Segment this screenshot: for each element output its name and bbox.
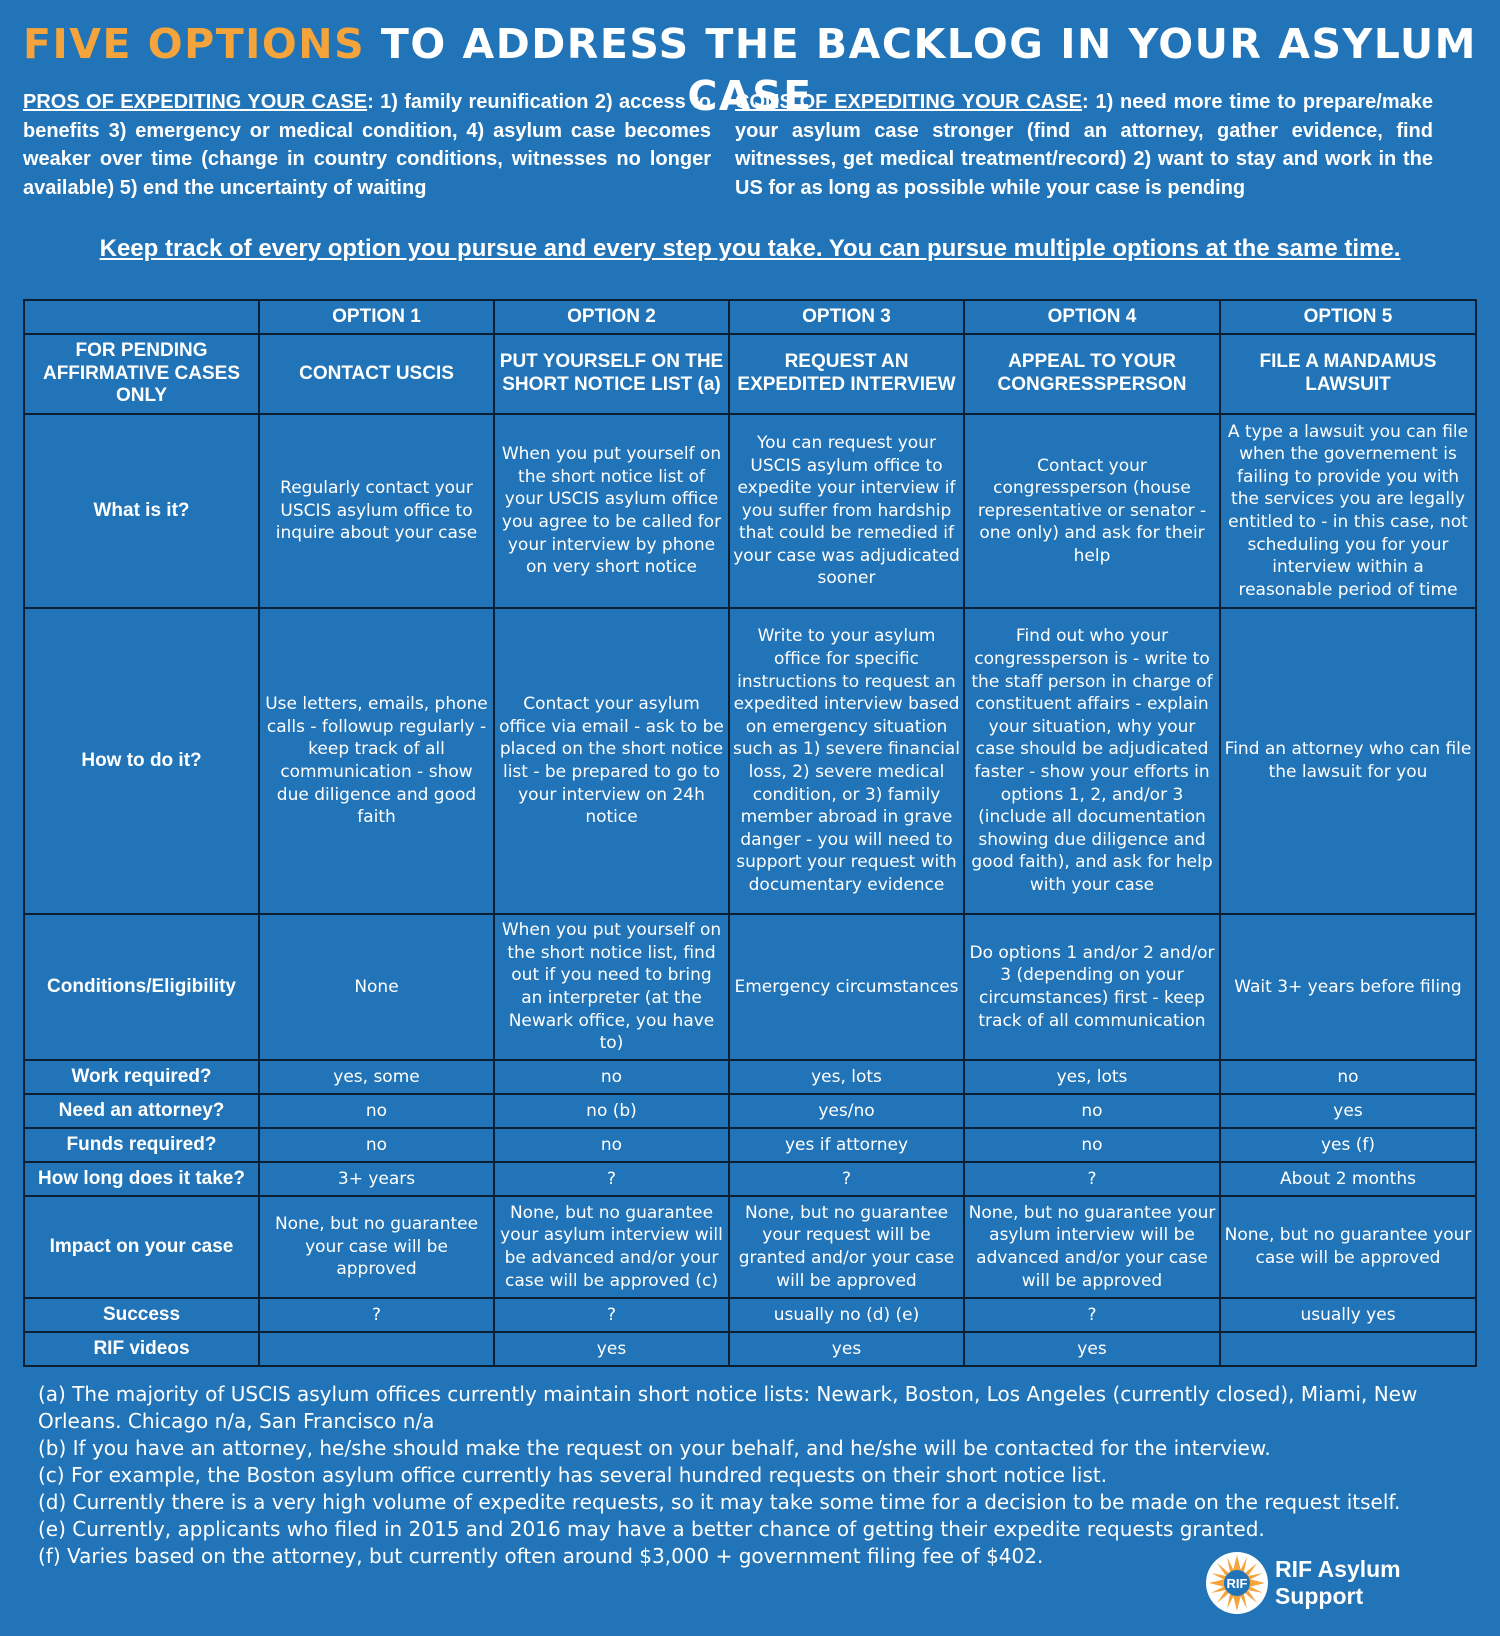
table-cell: Regularly contact your USCIS asylum office to inquire about your case [259, 414, 494, 608]
row-label: How to do it? [24, 608, 259, 914]
table-row [24, 1298, 1476, 1332]
row-label: RIF videos [24, 1332, 259, 1366]
row-label: Conditions/Eligibility [24, 914, 259, 1060]
option-2-header: OPTION 2 [494, 300, 729, 334]
table-row [24, 1162, 1476, 1196]
table-cell: Find out who your congressperson is - write to the staff person in charge of constituent affairs - explain your situation, why your case should be adjudicated faster - show your efforts in options 1, 2, and/or 3 (include all documentation showing due diligence and good faith), and ask for help with your case [964, 608, 1220, 914]
option-name-row [24, 334, 1476, 414]
table-cell: None [259, 914, 494, 1060]
table-cell: Contact your asylum office via email - ask to be placed on the short notice list - be prepared to go to your interview on 24h notice [494, 608, 729, 914]
table-cell: None, but no guarantee your asylum interview will be advanced and/or your case will be approved [964, 1196, 1220, 1298]
table-cell: no [964, 1128, 1220, 1162]
table-cell [259, 1332, 494, 1366]
table-cell: None, but no guarantee your case will be approved [1220, 1196, 1476, 1298]
option-1-header: OPTION 1 [259, 300, 494, 334]
table-cell: Use letters, emails, phone calls - followup regularly - keep track of all communication - show due diligence and good faith [259, 608, 494, 914]
cons-text: : 1) need more time to prepare/make your asylum case stronger (find an attorney, gather evidence, find witnesses, get medical treatment/record) 2) want to stay and work in the US for as long as possible while your case is pending [735, 91, 1434, 199]
table-cell: no (b) [494, 1094, 729, 1128]
table-cell: usually no (d) (e) [729, 1298, 964, 1332]
brand-name: RIF Asylum Support [1274, 1556, 1401, 1609]
table-cell: ? [259, 1298, 494, 1332]
table-cell: Write to your asylum office for specific instructions to request an expedited interview based on emergency situation such as 1) severe financial loss, 2) severe medical condition, or 3) family member abroad in grave danger - you will need to support your request with documentary evidence [729, 608, 964, 914]
logo-text: RIF [1226, 1575, 1248, 1591]
table-cell: None, but no guarantee your asylum interview will be advanced and/or your case will be approved (c) [494, 1196, 729, 1298]
cons-heading: CONS OF EXPEDITING YOUR CASE [735, 91, 1082, 113]
table-row [24, 1060, 1476, 1094]
option-1-name: CONTACT USCIS [259, 334, 494, 414]
table-cell: no [964, 1094, 1220, 1128]
table-cell: yes, lots [964, 1060, 1220, 1094]
table-cell: Emergency circumstances [729, 914, 964, 1060]
row-label: Need an attorney? [24, 1094, 259, 1128]
option-5-header: OPTION 5 [1220, 300, 1476, 334]
table-cell: ? [964, 1162, 1220, 1196]
row-label: Work required? [24, 1060, 259, 1094]
corner-blank [24, 300, 259, 334]
table-cell: no [494, 1060, 729, 1094]
table-row [24, 1128, 1476, 1162]
table-cell: yes [1220, 1094, 1476, 1128]
table-cell: Find an attorney who can file the lawsuit for you [1220, 608, 1476, 914]
footnote-a: (a) The majority of USCIS asylum offices currently maintain short notice lists: Newark, Boston, Los Angeles (currently closed), Miami, New Orleans. Chicago n/a, San Francisco n/a [38, 1382, 1418, 1433]
table-cell: None, but no guarantee your case will be approved [259, 1196, 494, 1298]
footnote-e: (e) Currently, applicants who filed in 2015 and 2016 may have a better chance of getting their expedite requests granted. [38, 1517, 1265, 1541]
table-cell: yes if attorney [729, 1128, 964, 1162]
table-cell: ? [729, 1162, 964, 1196]
table-cell: yes [964, 1332, 1220, 1366]
table-row [24, 1094, 1476, 1128]
keep-track-note: Keep track of every option you pursue and every step you take. You can pursue multiple options at the same time. [99, 235, 1401, 262]
table-cell: no [259, 1094, 494, 1128]
table-cell: You can request your USCIS asylum office to expedite your interview if you suffer from hardship that could be remedied if your case was adjudicated sooner [729, 414, 964, 608]
rif-sunflower-logo-icon [1205, 1551, 1269, 1615]
option-4-name: APPEAL TO YOUR CONGRESSPERSON [964, 334, 1220, 414]
table-cell: no [494, 1128, 729, 1162]
option-2-name: PUT YOURSELF ON THE SHORT NOTICE LIST (a) [494, 334, 729, 414]
table-cell: yes, some [259, 1060, 494, 1094]
table-cell: When you put yourself on the short notice list of your USCIS asylum office you agree to be called for your interview by phone on very short notice [494, 414, 729, 608]
footnote-c: (c) For example, the Boston asylum office currently has several hundred requests on their short notice list. [38, 1463, 1108, 1487]
row-label: Success [24, 1298, 259, 1332]
title-rest: TO ADDRESS THE BACKLOG IN YOUR ASYLUM CASE [380, 20, 1477, 120]
table-cell: Contact your congressperson (house representative or senator - one only) and ask for their help [964, 414, 1220, 608]
pros-text: : 1) family reunification 2) access to benefits 3) emergency or medical condition, 4) asylum case becomes weaker over time (change in country conditions, witnesses no longer available) 5) end the uncertainty of waiting [23, 91, 711, 199]
option-3-name: REQUEST AN EXPEDITED INTERVIEW [729, 334, 964, 414]
table-cell: Do options 1 and/or 2 and/or 3 (depending on your circumstances) first - keep track of all communication [964, 914, 1220, 1060]
table-row [24, 608, 1476, 914]
cons-paragraph [735, 88, 1433, 202]
title-accent: FIVE OPTIONS [23, 20, 366, 68]
table-cell: no [1220, 1060, 1476, 1094]
row-label: Impact on your case [24, 1196, 259, 1298]
option-5-name: FILE A MANDAMUS LAWSUIT [1220, 334, 1476, 414]
table-cell: ? [494, 1162, 729, 1196]
table-cell: yes [729, 1332, 964, 1366]
corner-label: FOR PENDING AFFIRMATIVE CASES ONLY [24, 334, 259, 414]
option-3-header: OPTION 3 [729, 300, 964, 334]
table-row [24, 914, 1476, 1060]
table-cell: None, but no guarantee your request will be granted and/or your case will be approved [729, 1196, 964, 1298]
table-cell: 3+ years [259, 1162, 494, 1196]
options-table [23, 299, 1477, 1367]
table-row [24, 1332, 1476, 1366]
row-label: Funds required? [24, 1128, 259, 1162]
pros-heading: PROS OF EXPEDITING YOUR CASE [23, 91, 368, 113]
footnote-b: (b) If you have an attorney, he/she should make the request on your behalf, and he/she will be contacted for the interview. [38, 1436, 1271, 1460]
table-row [24, 1196, 1476, 1298]
row-label: How long does it take? [24, 1162, 259, 1196]
table-cell [1220, 1332, 1476, 1366]
row-label: What is it? [24, 414, 259, 608]
table-cell: no [259, 1128, 494, 1162]
option-number-row [24, 300, 1476, 334]
table-cell: When you put yourself on the short notice list, find out if you need to bring an interpreter (at the Newark office, you have to) [494, 914, 729, 1060]
footnotes [38, 1381, 1478, 1570]
table-cell: A type a lawsuit you can file when the governement is failing to provide you with the services you are legally entitled to - in this case, not scheduling you for your interview within a reasonable period of time [1220, 414, 1476, 608]
option-4-header: OPTION 4 [964, 300, 1220, 334]
table-cell: ? [494, 1298, 729, 1332]
table-cell: usually yes [1220, 1298, 1476, 1332]
brand [1205, 1548, 1495, 1618]
footnote-f: (f) Varies based on the attorney, but currently often around $3,000 + government filing fee of $402. [38, 1544, 1044, 1568]
table-cell: Wait 3+ years before filing [1220, 914, 1476, 1060]
table-cell: yes (f) [1220, 1128, 1476, 1162]
table-cell: yes [494, 1332, 729, 1366]
table-cell: ? [964, 1298, 1220, 1332]
table-row [24, 414, 1476, 608]
pros-paragraph [23, 88, 711, 202]
table-cell: yes/no [729, 1094, 964, 1128]
table-cell: About 2 months [1220, 1162, 1476, 1196]
table-cell: yes, lots [729, 1060, 964, 1094]
footnote-d: (d) Currently there is a very high volume of expedite requests, so it may take some time for a decision to be made on the request itself. [38, 1490, 1401, 1514]
